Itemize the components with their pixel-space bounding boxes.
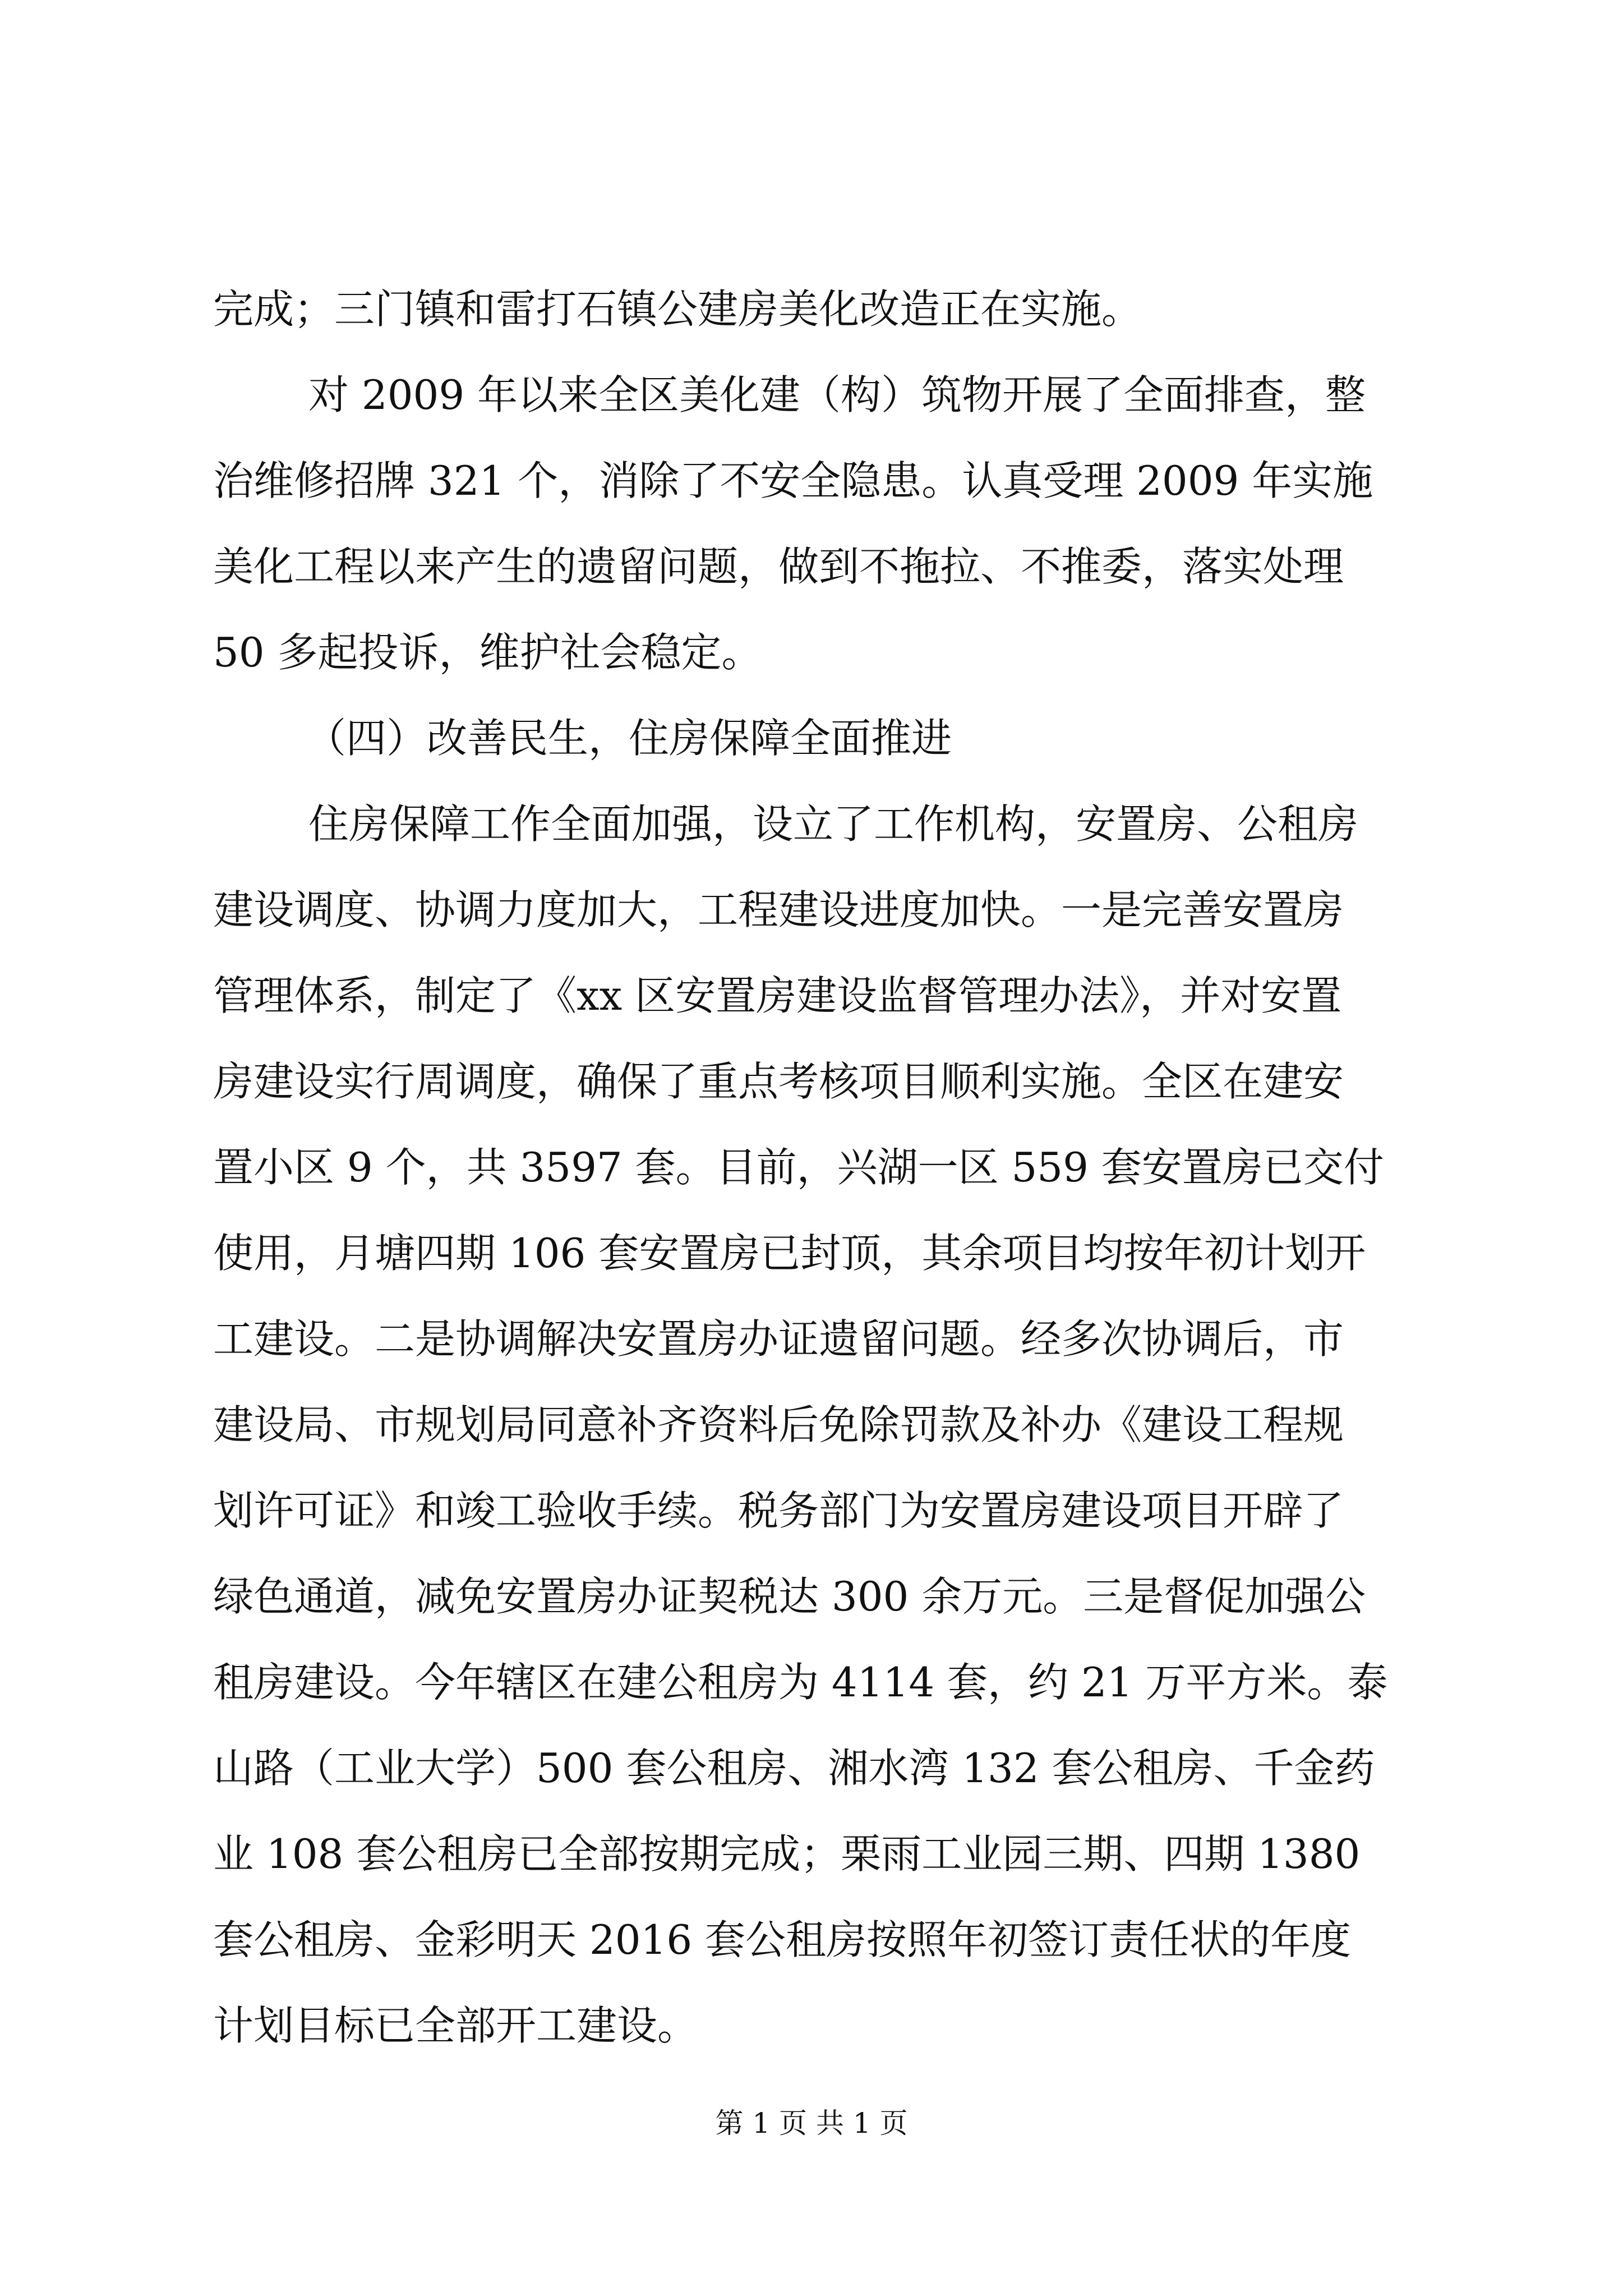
text-line: 房建设实行周调度，确保了重点考核项目顺利实施。全区在建安 <box>213 1058 1344 1105</box>
text-line: 管理体系，制定了《xx 区安置房建设监督管理办法》，并对安置 <box>213 972 1342 1019</box>
paragraph-start-line: 对 2009 年以来全区美化建（构）筑物开展了全面排查，整 <box>308 371 1366 418</box>
text-line: 美化工程以来产生的遗留问题，做到不拖拉、不推委，落实处理 <box>213 543 1344 590</box>
page-number: 第 1 页 共 1 页 <box>715 2107 908 2139</box>
text-line: 50 多起投诉，维护社会稳定。 <box>213 629 762 676</box>
section-heading: （四）改善民生，住房保障全面推进 <box>306 715 952 762</box>
text-line: 使用，月塘四期 106 套安置房已封顶，其余项目均按年初计划开 <box>213 1230 1366 1277</box>
page-footer <box>0 2101 1623 2146</box>
text-line: 计划目标已全部开工建设。 <box>213 2002 698 2049</box>
text-line: 建设调度、协调力度加大，工程建设进度加快。一是完善安置房 <box>213 886 1344 933</box>
paragraph-start-line: 住房保障工作全面加强，设立了工作机构，安置房、公租房 <box>308 800 1359 848</box>
text-line: 套公租房、金彩明天 2016 套公租房按照年初签订责任状的年度 <box>213 1916 1352 1963</box>
text-line: 工建设。二是协调解决安置房办证遗留问题。经多次协调后，市 <box>213 1315 1344 1363</box>
document-body <box>213 266 1424 2069</box>
text-line: 划许可证》和竣工验收手续。税务部门为安置房建设项目开辟了 <box>213 1487 1344 1534</box>
text-line: 治维修招牌 321 个，消除了不安全隐患。认真受理 2009 年实施 <box>213 457 1373 504</box>
text-line: 绿色通道，减免安置房办证契税达 300 余万元。三是督促加强公 <box>213 1573 1366 1620</box>
text-line: 租房建设。今年辖区在建公租房为 4114 套，约 21 万平方米。泰 <box>213 1659 1388 1706</box>
text-line: 置小区 9 个，共 3597 套。目前，兴湖一区 559 套安置房已交付 <box>213 1144 1384 1191</box>
text-line: 山路（工业大学）500 套公租房、湘水湾 132 套公租房、千金药 <box>213 1745 1375 1792</box>
text-line: 业 108 套公租房已全部按期完成；栗雨工业园三期、四期 1380 <box>213 1830 1361 1878</box>
text-line: 完成；三门镇和雷打石镇公建房美化改造正在实施。 <box>213 286 1142 333</box>
text-line: 建设局、市规划局同意补齐资料后免除罚款及补办《建设工程规 <box>213 1401 1344 1448</box>
